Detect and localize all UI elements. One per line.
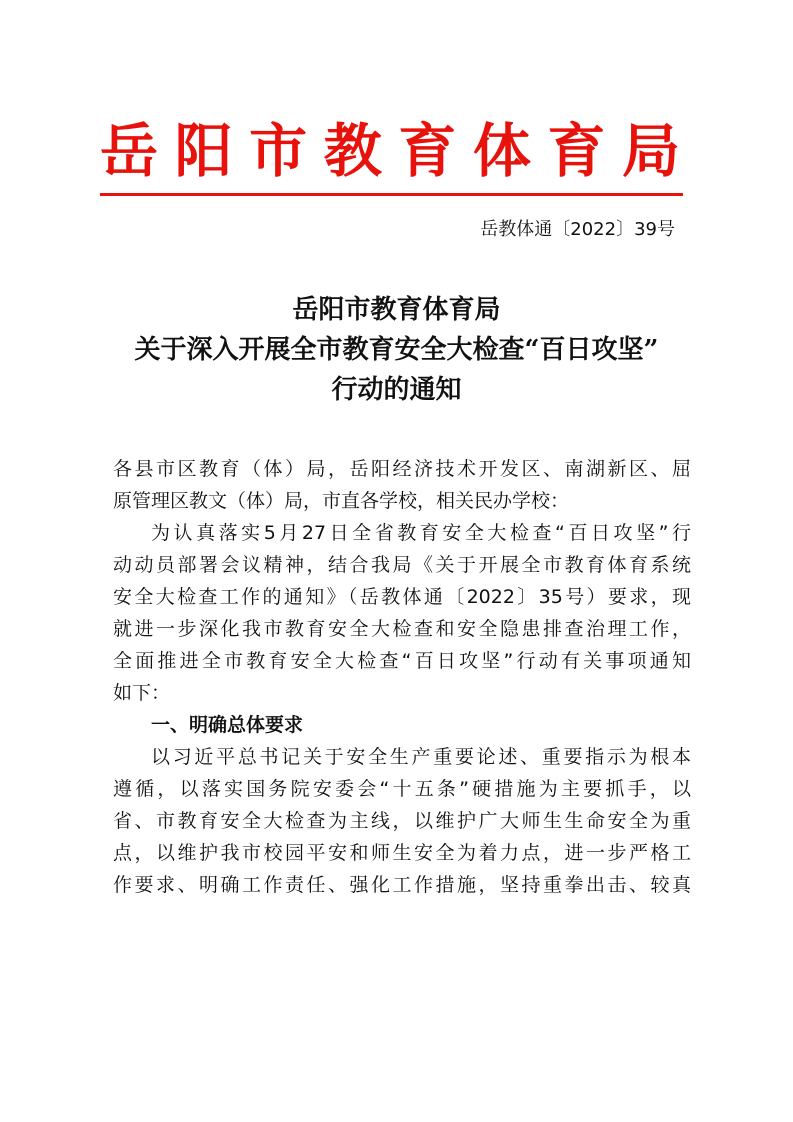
section-line: 省、市教育安全大检查为主线，以维护广大师生生命安全为重 xyxy=(113,810,691,832)
title-line-2: 关于深入开展全市教育安全大检查“百日攻坚” xyxy=(134,335,659,365)
title-line-1: 岳阳市教育体育局 xyxy=(292,295,501,325)
intro-line: 全面推进全市教育安全大检查“百日攻坚”行动有关事项通知 xyxy=(113,650,691,672)
recipients-line: 原管理区教文（体）局，市直各学校，相关民办学校： xyxy=(113,490,570,512)
intro-line: 为认真落实5月27日全省教育安全大检查“百日攻坚”行 xyxy=(151,522,691,544)
title-line-3: 行动的通知 xyxy=(331,375,462,405)
document-number: 岳教体通〔2022〕39号 xyxy=(480,219,675,240)
section-line: 点，以维护我市校园平安和师生安全为着力点，进一步严格工 xyxy=(113,842,691,864)
intro-line: 安全大检查工作的通知》（岳教体通〔2022〕35号）要求，现 xyxy=(113,586,691,608)
section-line: 遵循，以落实国务院安委会“十五条”硬措施为主要抓手，以 xyxy=(113,778,691,800)
header-red-rule xyxy=(100,193,683,196)
document-title xyxy=(90,290,703,410)
recipients-line: 各县市区教育（体）局，岳阳经济技术开发区、南湖新区、屈 xyxy=(113,458,691,480)
issuer-title: 岳阳市教育体育局 xyxy=(100,117,680,185)
section-line: 作要求、明确工作责任、强化工作措施，坚持重拳出击、较真 xyxy=(113,874,691,896)
section-heading: 一、明确总体要求 xyxy=(151,714,304,736)
intro-line: 动动员部署会议精神，结合我局《关于开展全市教育体育系统 xyxy=(113,554,691,576)
document-body xyxy=(113,453,691,901)
intro-line: 就进一步深化我市教育安全大检查和安全隐患排查治理工作， xyxy=(113,618,691,640)
section-line: 以习近平总书记关于安全生产重要论述、重要指示为根本 xyxy=(151,746,691,768)
intro-line: 如下： xyxy=(113,682,171,704)
